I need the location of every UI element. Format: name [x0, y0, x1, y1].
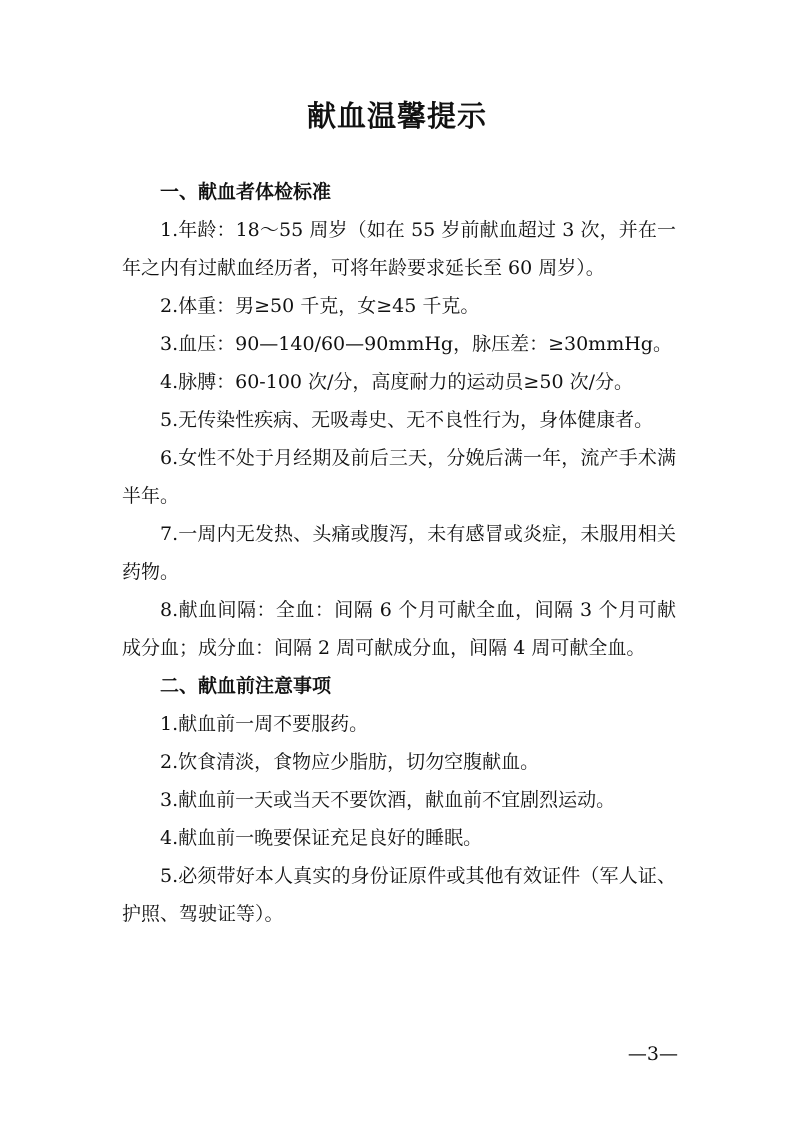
- item-female: 6.女性不处于月经期及前后三天，分娩后满一年，流产手术满半年。: [122, 447, 676, 507]
- item-age: 1.年龄：18～55 周岁（如在 55 岁前献血超过 3 次，并在一年之内有过献血经历者，可将年龄要求延长至 60 周岁）。: [122, 219, 676, 279]
- item-recent-illness: 7.一周内无发热、头痛或腹泻，未有感冒或炎症，未服用相关药物。: [122, 523, 676, 583]
- item-blood-pressure: 3.血压：90—140/60—90mmHg，脉压差：≥30mmHg。: [160, 333, 672, 355]
- page-title: 献血温馨提示: [306, 99, 487, 133]
- section-heading-physical-standards: 一、献血者体检标准: [160, 181, 332, 203]
- item-health: 5.无传染性疾病、无吸毒史、无不良性行为，身体健康者。: [160, 409, 654, 431]
- document-body: [122, 173, 676, 933]
- section-heading-precautions: 二、献血前注意事项: [160, 675, 332, 697]
- item-donation-interval: 8.献血间隔：全血：间隔 6 个月可献全血，间隔 3 个月可献成分血；成分血：间隔 2 周可献成分血，间隔 4 周可献全血。: [122, 599, 676, 659]
- item-sleep: 4.献血前一晚要保证充足良好的睡眠。: [160, 827, 483, 849]
- item-weight: 2.体重：男≥50 千克，女≥45 千克。: [160, 295, 480, 317]
- item-light-diet: 2.饮食清淡，食物应少脂肪，切勿空腹献血。: [160, 751, 540, 773]
- item-no-medication: 1.献血前一周不要服药。: [160, 713, 369, 735]
- item-pulse: 4.脉膊：60-100 次/分，高度耐力的运动员≥50 次/分。: [160, 371, 633, 393]
- page-number: —3—: [627, 1043, 678, 1065]
- item-id-document: 5.必须带好本人真实的身份证原件或其他有效证件（军人证、护照、驾驶证等）。: [122, 865, 676, 925]
- item-no-alcohol: 3.献血前一天或当天不要饮酒，献血前不宜剧烈运动。: [160, 789, 616, 811]
